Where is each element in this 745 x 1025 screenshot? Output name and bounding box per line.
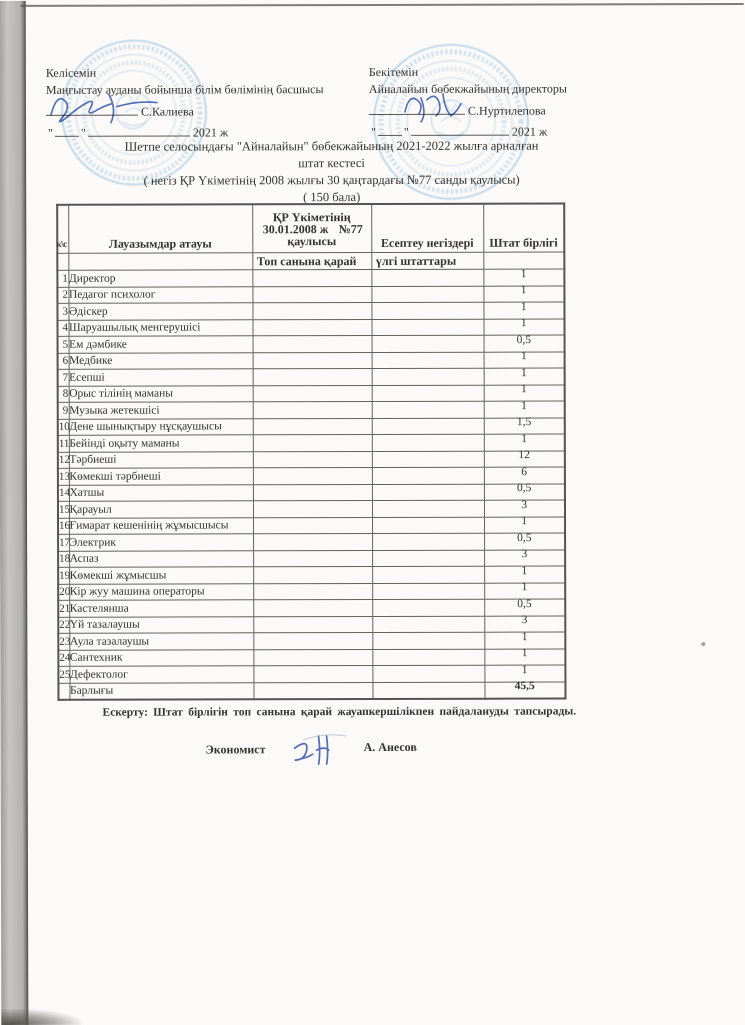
quote-mark: " [47,125,53,140]
approval-right-word: Бекітемін [368,64,419,80]
position-name: Қарауыл [69,501,253,518]
total-num-empty [58,683,69,700]
total-units: 45,5 [514,680,535,693]
staff-units: 1 [521,383,527,396]
group-basis-cell [253,534,372,551]
row-number: 18 [58,551,69,568]
units-cell [483,318,564,335]
group-basis-cell [253,484,372,501]
position-name: Медбике [69,352,253,369]
row-number: 17 [58,534,69,551]
calc-basis-cell [372,665,484,682]
units-cell [484,335,565,352]
group-basis-cell [253,435,372,452]
subheader-empty [483,252,564,269]
staff-units: 1 [521,630,528,643]
calc-basis-cell [372,599,484,616]
group-basis-cell [253,600,372,617]
calc-basis-cell [372,682,484,699]
table-row [58,549,565,567]
staff-units: 1 [520,300,527,313]
group-basis-cell [253,336,372,353]
calc-basis-cell [372,418,484,435]
staff-units: 1 [520,350,527,363]
group-basis-cell [253,501,372,518]
row-number: 19 [58,567,69,584]
position-name: Шаруашылық менгерушісі [68,319,252,336]
staff-units: 0,5 [516,333,532,346]
row-number: 2 [57,287,68,304]
calc-basis-cell [372,517,484,534]
table-row [58,483,565,501]
table-total-row [58,681,565,699]
quote-mark: " [370,124,376,140]
calc-basis-cell [372,583,484,600]
group-basis-cell [253,583,372,600]
units-cell [484,516,565,533]
table-row [57,302,564,320]
decree-line-1: ҚР Үкіметінің [272,209,351,224]
units-cell [484,566,565,583]
units-cell [484,483,565,500]
signature-left [47,85,172,127]
position-name: Көмекші тәрбиеші [69,468,253,485]
note-text: Ескерту: Штат бірлігін топ санына қарай жауапкершілікпен пайдалануды тапсырады. [102,705,577,719]
position-name: Директор [68,270,252,287]
position-name: Үй тазалаушы [69,616,253,633]
units-cell [483,285,564,302]
economist-name: А. Анесов [363,739,417,755]
calc-basis-cell [372,500,484,517]
staff-units: 12 [518,449,530,462]
units-cell [484,401,565,418]
calc-basis-cell [372,434,484,451]
calc-basis-cell [372,632,484,649]
staff-units: 1 [521,663,528,676]
staff-units: 3 [521,548,528,561]
row-number: 24 [58,650,69,667]
table-row [58,384,565,402]
table-row [58,599,565,617]
staff-units: 0,5 [517,531,532,544]
units-cell [484,467,565,484]
scan-edge-left [0,1,28,1025]
table-row [58,648,565,666]
staff-units: 1 [521,432,527,445]
group-basis-cell [252,286,371,303]
row-number: 8 [58,386,69,403]
calc-basis-cell [372,335,484,352]
staff-table [56,202,566,700]
row-number: 9 [58,402,69,419]
position-name: Кастелянша [69,600,253,617]
group-basis-cell [253,550,372,567]
group-basis-cell [253,616,372,633]
calc-basis-cell [372,401,484,418]
units-cell [484,417,565,434]
units-cell [484,665,565,682]
scan-edge-top [21,3,744,7]
group-basis-cell [252,270,371,287]
group-basis-cell [252,303,371,320]
row-number: 6 [58,353,69,370]
group-basis-cell [253,517,372,534]
row-number: 14 [58,485,69,502]
table-row [58,401,565,419]
position-name: Дене шынықтыру нұсқаушысы [69,418,253,435]
units-cell [484,615,565,632]
row-number: 13 [58,468,69,485]
row-number: 5 [58,336,69,353]
row-number: 23 [58,633,69,650]
calc-basis-cell [372,616,484,633]
calc-basis-cell [371,302,483,319]
position-name: Ем дәмбике [69,336,253,353]
position-name: Дефектолог [69,666,253,683]
position-name: Хатшы [69,484,253,501]
group-basis-cell [253,468,372,485]
table-row [57,269,564,287]
units-cell [483,302,564,319]
calc-basis-cell [372,649,484,666]
group-basis-cell [253,418,372,435]
header-decree [252,204,371,253]
row-number: 22 [58,617,69,634]
group-basis-cell [253,385,372,402]
group-basis-cell [253,369,372,386]
table-row [57,285,564,303]
header-position: Лауазымдар атауы [68,204,252,253]
table-row [58,615,565,633]
quote-mark: " [403,124,409,139]
position-name: Аспаз [69,550,253,567]
row-number: 12 [58,452,69,469]
table-row [58,632,565,650]
calc-basis-cell [371,269,483,286]
title-line-1: Шетпе селосындағы "Айналайын" бөбекжайының 2021-2022 жылға арналған [124,138,539,154]
scan-speck [701,642,705,646]
units-cell [484,582,565,599]
row-number: 11 [58,435,69,452]
title-line-4: ( 150 бала) [303,190,361,205]
table-row [58,533,565,551]
row-number: 1 [57,270,68,287]
row-number: 15 [58,501,69,518]
position-name: Көмекші жұмысшы [69,567,253,584]
table-row [58,434,565,452]
quote-mark: " [80,125,86,140]
staff-units: 1 [520,267,527,280]
staff-units: 6 [521,465,528,478]
table-row [58,351,565,369]
units-cell [484,500,565,517]
calc-basis-cell [372,566,484,583]
staff-units: 1 [521,515,528,528]
table-row [58,582,565,600]
table-row [58,665,565,683]
decree-line-3: қаулысы [287,233,337,248]
approval-left-word: Келісемін [45,65,97,80]
table-row [58,335,565,353]
position-name: Есепші [69,369,253,386]
group-basis-cell [253,666,372,683]
staff-units: 1 [521,564,528,577]
header-units: Штат бірлігі [483,203,564,252]
position-name: Сантехник [69,649,253,666]
units-cell [484,368,565,385]
subheader-empty [68,253,252,270]
table-subheader-row [57,252,564,270]
calc-basis-cell [372,484,484,501]
position-name: Аула тазалаушы [69,633,253,650]
header-basis: Есептеу негіздері [371,204,483,253]
units-cell [484,599,565,616]
row-number: 21 [58,600,69,617]
staff-units: 1 [521,647,528,660]
calc-basis-cell [372,352,484,369]
row-number: 10 [58,419,69,436]
table-row [58,368,565,386]
calc-basis-cell [372,385,484,402]
approval-right-year: 2021 ж [511,124,548,139]
staff-units: 1 [520,284,527,297]
position-name: Кір жуу машина операторы [69,583,253,600]
group-basis-cell [253,352,372,369]
group-basis-cell [253,451,372,468]
group-basis-cell [253,633,372,650]
units-cell [484,384,565,401]
title-line-3: ( негіз ҚР Үкіметінің 2008 жылғы 30 қаңтардағы №77 санды қаулысы) [143,172,520,188]
subheader-group: Топ санына қарай [252,253,371,270]
units-cell [484,450,565,467]
calc-basis-cell [372,368,484,385]
group-basis-cell [252,319,371,336]
position-name: Музыка жетекшісі [69,402,253,419]
total-label: Барлығы [69,682,253,699]
units-cell [484,533,565,550]
staff-units: 1 [521,581,528,594]
staff-units: 0,5 [516,482,532,495]
table-row [58,500,565,518]
signature-right [397,86,497,126]
position-name: Педагог психолог [68,286,252,303]
units-cell [484,549,565,566]
table-row [58,467,565,485]
position-name: Бейінді оқыту маманы [69,435,253,452]
total-units-cell [484,681,565,698]
staff-units: 1 [520,317,527,330]
group-basis-cell [253,567,372,584]
subheader-empty [57,253,68,270]
staff-units: 1 [520,366,527,379]
staff-units: 3 [521,614,528,627]
position-name: Орыс тілінің маманы [69,385,253,402]
table-row [58,516,565,534]
units-cell [483,269,564,286]
calc-basis-cell [372,467,484,484]
calc-basis-cell [372,451,484,468]
staff-units: 0,5 [517,597,532,610]
economist-label: Экономист [205,742,266,757]
approval-right-position: Айналайын бөбекжайының директоры [368,81,567,97]
table-row [58,450,565,468]
calc-basis-cell [372,533,484,550]
units-cell [484,648,565,665]
subheader-model: үлгі штаттары [371,252,483,269]
group-basis-cell [253,402,372,419]
table-header-row [57,203,564,253]
row-number: 3 [57,303,68,320]
units-cell [484,351,565,368]
group-basis-cell [253,682,372,699]
row-number: 20 [58,584,69,601]
staff-units: 1,5 [516,416,532,429]
units-cell [484,632,565,649]
units-cell [484,434,565,451]
row-number: 25 [58,666,69,683]
staff-units: 1 [521,399,527,412]
title-line-2: штат кестесі [298,156,365,171]
position-name: Электрик [69,534,253,551]
table-row [58,417,565,435]
group-basis-cell [253,649,372,666]
signature-economist [285,730,355,770]
table-row [57,318,564,336]
staff-units: 3 [521,498,528,511]
approval-left-year: 2021 ж [192,125,229,140]
header-num: к\с [57,205,68,254]
row-number: 16 [58,518,69,535]
position-name: Тәрбиеші [69,451,253,468]
approval-left-name: С.Калиева [140,104,194,119]
calc-basis-cell [371,286,483,303]
row-number: 4 [57,320,68,337]
approval-right-name: С.Нуртилепова [467,103,546,118]
table-row [58,566,565,584]
calc-basis-cell [372,550,484,567]
calc-basis-cell [371,319,483,336]
scan-corner-smudge [1,1009,81,1025]
decree-line-2: 30.01.2008 ж №77 [262,221,363,236]
position-name: Ғимарат кешенінің жұмысшысы [69,517,253,534]
approval-left-position: Маңғыстау ауданы бойынша білім бөлімінің басшысы [45,82,324,97]
position-name: Әдіскер [68,303,252,320]
row-number: 7 [58,369,69,386]
